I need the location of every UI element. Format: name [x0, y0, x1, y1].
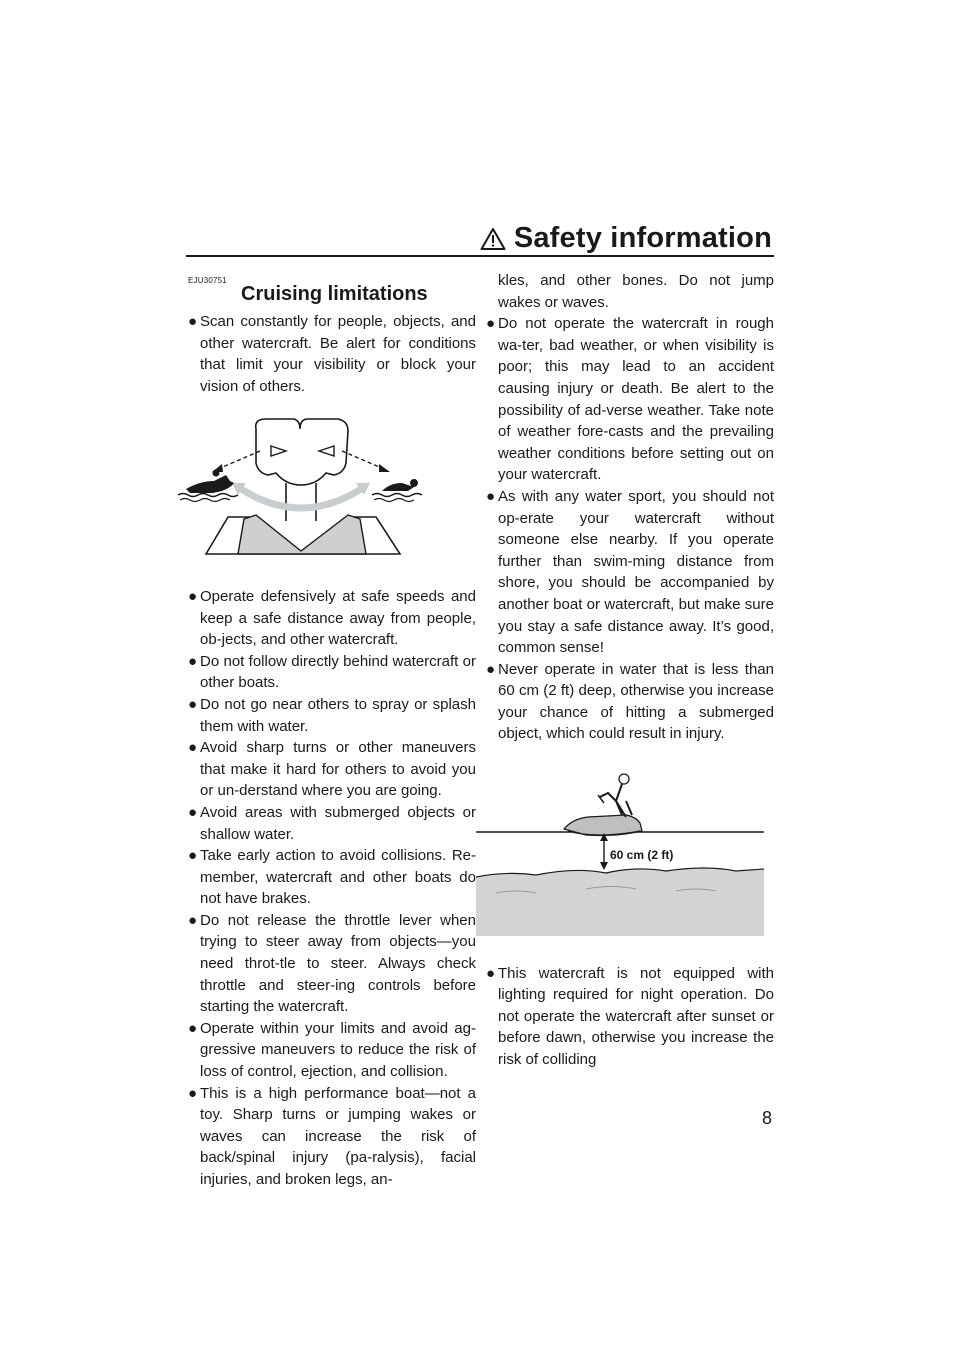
list-item: ● Operate defensively at safe speeds and keep a safe distance away from people, ob-jects, and other watercraft. [188, 587, 476, 649]
list-item: ● Avoid areas with submerged objects or shallow water. [188, 803, 476, 843]
bullet-dot-icon: ● [188, 1019, 198, 1037]
depth-label: 60 cm (2 ft) [610, 848, 674, 863]
list-item: ● Do not go near others to spray or splash them with water. [188, 695, 476, 735]
bullet-dot-icon: ● [188, 1084, 198, 1102]
visibility-illustration [176, 411, 426, 561]
list-item: ● Do not release the throttle lever when trying to steer away from objects—you need throt-tle to steer. Always check throttle and steer-ing controls before starting the watercraft. [188, 911, 476, 1016]
warning-triangle-icon [480, 227, 506, 251]
list-item: ● Operate within your limits and avoid ag-gressive maneuvers to reduce the risk of loss of control, ejection, and collision. [188, 1019, 476, 1081]
section-code: EJU30751 [188, 276, 227, 285]
bullet-dot-icon: ● [486, 660, 496, 678]
list-item: ● Do not follow directly behind watercraft or other boats. [188, 652, 476, 692]
bullet-dot-icon: ● [188, 739, 198, 757]
left-list [188, 311, 476, 397]
page-header-title [480, 222, 772, 255]
list-item: ● As with any water sport, you should not op-erate your watercraft without someone else nearby. If you operate further than swim-ming distance from shore, you should be accompanied by another boat or watercraft, but make sure you stay a safe distance away. It’s good, common sense! [486, 487, 774, 657]
bullet-dot-icon: ● [188, 803, 198, 821]
left-list-continued [188, 586, 476, 1191]
bullet-dot-icon: ● [188, 652, 198, 670]
bullet-dot-icon: ● [486, 315, 496, 333]
right-list-continued [486, 963, 774, 1071]
section-title: Cruising limitations [241, 283, 428, 305]
right-list [486, 313, 774, 745]
visibility-figure [176, 411, 476, 568]
water-depth-figure [476, 771, 774, 943]
list-item: ● Take early action to avoid collisions. Re-member, watercraft and other boats do not have brakes. [188, 847, 476, 908]
bullet-dot-icon: ● [188, 587, 198, 605]
list-item: ● This watercraft is not equipped with lighting required for night operation. Do not operate the watercraft after sunset or before dawn, otherwise you increase the risk of colliding [486, 964, 774, 1069]
continued-text: kles, and other bones. Do not jump wakes or waves. [498, 272, 774, 311]
bullet-dot-icon: ● [486, 487, 496, 505]
water-depth-illustration [476, 771, 766, 936]
bullet-dot-icon: ● [188, 911, 198, 929]
list-item: ● Never operate in water that is less than 60 cm (2 ft) deep, otherwise you increase your chance of hitting a submerged object, which could result in injury. [486, 660, 774, 743]
right-column [486, 270, 774, 1071]
header-title-text: Safety information [513, 222, 772, 254]
bullet-dot-icon: ● [188, 313, 198, 330]
left-column [188, 270, 476, 1191]
bullet-dot-icon: ● [188, 695, 198, 713]
list-item: ● Avoid sharp turns or other maneuvers that make it hard for others to avoid you or un-derstand where you are going. [188, 739, 476, 800]
bullet-dot-icon: ● [188, 847, 198, 865]
list-item: ● Do not operate the watercraft in rough wa-ter, bad weather, or when visibility is poor; this may lead to an accident causing injury or death. Be alert to the possibility of ad-verse weather. Take note of weather fore-casts and the prevailing weather conditions before setting out on your watercraft. [486, 315, 774, 484]
bullet-dot-icon: ● [486, 964, 496, 982]
list-item: ● This is a high performance boat—not a toy. Sharp turns or jumping wakes or waves can increase the risk of back/spinal injury (pa-ralysis), facial injuries, and broken legs, an- [188, 1084, 476, 1188]
page-number: 8 [762, 1108, 773, 1128]
header-rule [186, 255, 774, 257]
list-item: ● Scan constantly for people, objects, and other watercraft. Be alert for conditions that limit your visibility or block your vision of others. [188, 313, 476, 395]
